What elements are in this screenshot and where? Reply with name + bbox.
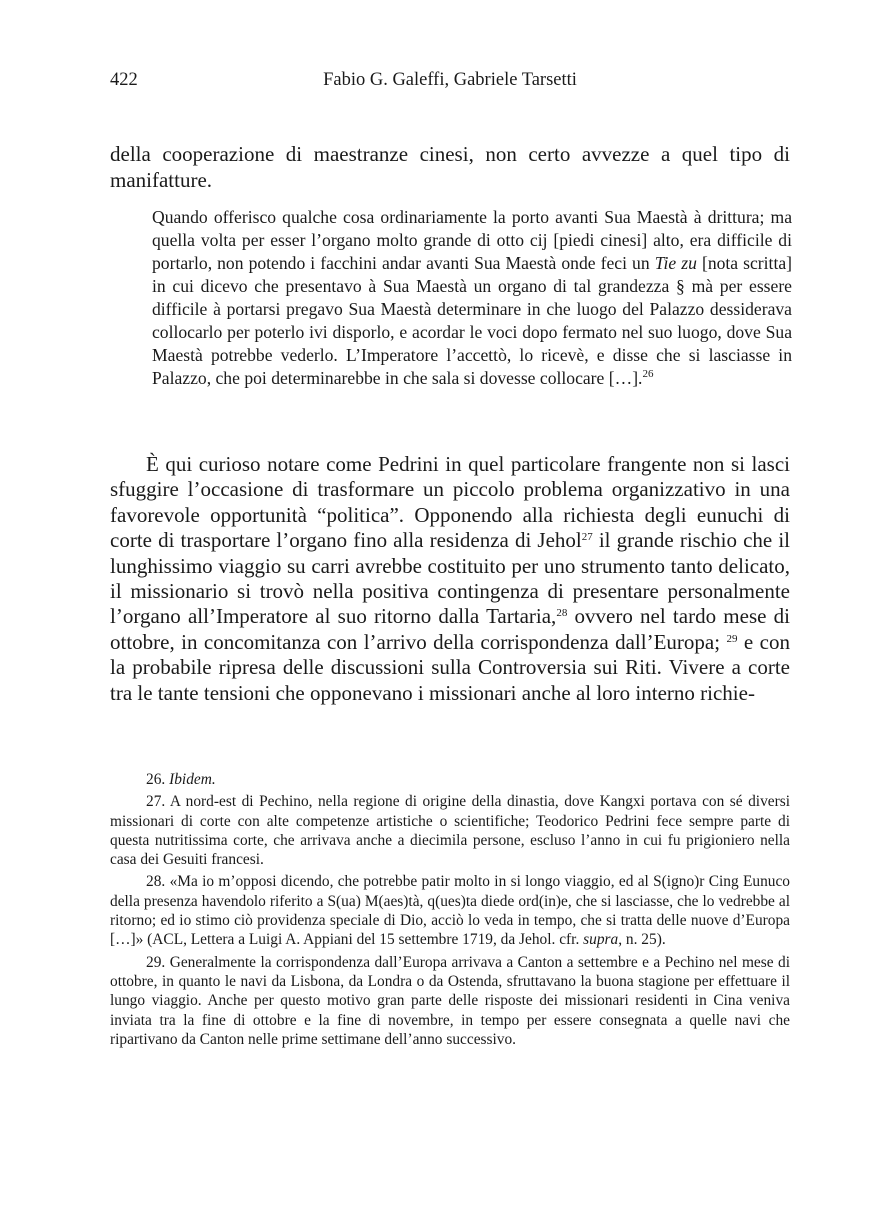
page-number: 422 xyxy=(110,70,138,90)
footnote-italic-supra: supra xyxy=(583,931,619,949)
footnote-26 xyxy=(110,770,790,789)
block-quote xyxy=(152,206,792,390)
footnote-text: A nord-est di Pechino, nella regione di origine della dinastia, dove Kangxi portava con sé diversi missionari di corte con alte competenze artistiche o scientifiche; Teodorico Pedrini fece sempre parte di questa nutritissima corte, che arrivava anche a diecimila persone, escluso l’anno in cui fu prigioniero nella casa dei Gesuiti francesi. xyxy=(110,793,791,869)
quote-text-1: Quando offerisco qualche cosa ordinariamente la porto avanti Sua Maestà à drittura; ma quella volta per esser l’organo molto grande di otto cij [piedi cinesi] alto, era difficile di portarlo, non potendo i facchini andar avanti Sua Maestà onde feci un xyxy=(152,207,792,273)
footnote-text: Generalmente la corrispondenza dall’Europa arrivava a Canton a settembre e a Pechino nel mese di ottobre, in quanto le navi da Lisbona, da Londra o da Ostenda, sfruttavano la buona stagione per effettuare il lungo viaggio. Anche per questo motivo gran parte delle risposte dei missionari residenti in Cina veniva inviata tra la fine di ottobre e la fine di novembre, in tempo per essere consegnata a quelle navi che ripartivano da Canton nelle prime settimane dell’anno successivo. xyxy=(110,953,790,1048)
footnote-number: 28. xyxy=(146,873,166,891)
footnote-ibidem: Ibidem. xyxy=(169,771,216,788)
footnote-28 xyxy=(110,872,790,949)
footnotes xyxy=(110,770,790,1052)
running-title: Fabio G. Galeffi, Gabriele Tarsetti xyxy=(323,70,577,90)
page-header xyxy=(110,70,790,96)
footnote-text-1: «Ma io m’opposi dicendo, che potrebbe patir molto in si longo viaggio, ed al S(igno)r Cing Eunuco della presenza havendolo riferito a S(ua) M(aes)tà, q(ues)ta diede ord(in)e, che si lasciasse, che lo vedrebbe al ritorno; ed io stimo ciò providenza speciale di Dio, acciò lo veda in tempo, che si tratta delle nuove d’Europa […]» (ACL, Lettera a Luigi A. Appiani del 15 settembre 1719, da Jehol. cfr. xyxy=(110,873,790,949)
footnote-number: 27. xyxy=(146,793,166,811)
note-ref-26: 26 xyxy=(642,368,654,380)
note-ref-29: 29 xyxy=(726,632,738,645)
note-ref-27: 27 xyxy=(581,531,593,544)
quote-italic-term: Tie zu xyxy=(654,253,697,273)
paragraph-text-3: ovvero nel tardo mese di ottobre, in concomitanza con l’arrivo della corrispondenza dall’Europa; xyxy=(110,604,790,654)
footnote-29 xyxy=(110,953,790,1049)
footnote-number: 29. xyxy=(146,953,166,971)
main-paragraph xyxy=(110,452,790,706)
footnote-number: 26. xyxy=(146,771,166,788)
quote-text-2: [nota scritta] in cui dicevo che presentavo à Sua Maestà un organo di tal grandezza § mà per essere difficile à portarsi pregavo Sua Maestà determinare in che luogo del Palazzo dessiderava collocarlo per poterlo ivi disporlo, e acordar le voci dopo fermato nel suo luogo, dove Sua Maestà potrebbe vederlo. L’Imperatore l’accettò, lo ricevè, e disse che si lasciasse in Palazzo, che poi determinarebbe in che sala si dovesse collocare […]. xyxy=(152,253,792,388)
continuation-paragraph: della cooperazione di maestranze cinesi, non certo avvezze a quel tipo di manifatture. xyxy=(110,142,790,192)
footnote-text-2: , n. 25). xyxy=(618,931,666,949)
paragraph-text-2: il grande rischio che il lunghissimo viaggio su carri avrebbe costituito per uno strumento tanto delicato, il missionario si trovò nella positiva contingenza di presentare personalmente l’organo all’Imperatore al suo ritorno dalla Tartaria, xyxy=(110,528,790,629)
note-ref-28: 28 xyxy=(556,607,568,620)
paragraph-text-1: È qui curioso notare come Pedrini in quel particolare frangente non si lasci sfuggire l’occasione di trasformare un piccolo problema organizzativo in una favorevole opportunità “politica”. Opponendo alla richiesta degli eunuchi di corte di trasportare l’organo fino alla residenza di Jehol xyxy=(110,452,790,553)
footnote-27 xyxy=(110,792,790,869)
paragraph-text-4: e con la probabile ripresa delle discussioni sulla Controversia sui Riti. Vivere a corte tra le tante tensioni che opponevano i missionari anche al loro interno richie- xyxy=(110,629,790,705)
